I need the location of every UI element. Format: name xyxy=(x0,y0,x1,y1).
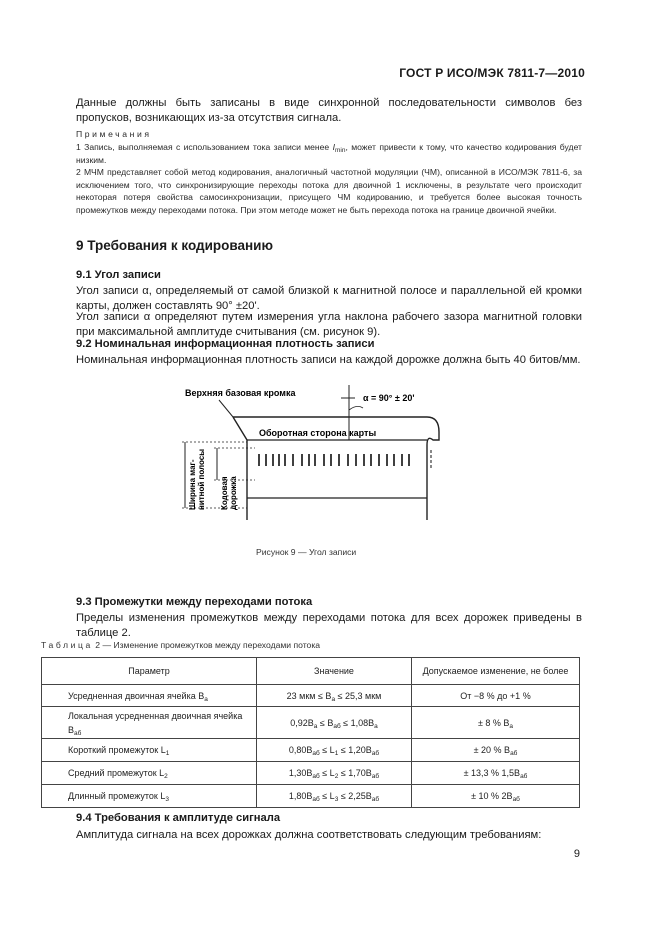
svg-text:нитной полосы: нитной полосы xyxy=(197,448,206,510)
intro-text: Данные должны быть записаны в виде синхронной последовательности символов без пропусков, возникающих из-за отсутствия сигнала. xyxy=(76,97,582,124)
section-9-3-heading: 9.3 Промежутки между переходами потока xyxy=(76,596,313,608)
flux-transitions xyxy=(259,454,409,466)
stripe-width-label xyxy=(188,449,206,510)
svg-text:Ширина маг-: Ширина маг- xyxy=(188,459,197,510)
table-row: Короткий промежуток $L_1$ $0,80B_{аб} \le L_1 \le 1,20B_{аб}$ ± 20 % $B_{аб}$ xyxy=(42,739,580,762)
table-header-row xyxy=(42,658,580,685)
intro-paragraph xyxy=(76,96,582,126)
figure-9-caption: Рисунок 9 — Угол записи xyxy=(256,547,357,557)
top-edge-leader xyxy=(219,400,233,417)
svg-text:дорожка: дорожка xyxy=(229,476,238,510)
section-9-2-heading: 9.2 Номинальная информационная плотность записи xyxy=(76,338,375,350)
note-1: 1 Запись, выполняемая с использованием тока записи менее $I_{min}$, может привести к тому, что качество кодирования будет низким. xyxy=(76,142,582,165)
table-row: Средний промежуток $L_2$ $1,30B_{аб} \le L_2 \le 1,70B_{аб}$ ± 13,3 % $1,5B_{аб}$ xyxy=(42,762,580,785)
notes-title: Примечания xyxy=(76,129,152,139)
note-2: 2 МЧМ представляет собой метод кодирования, аналогичный частотной модуляции (ЧМ), описанной в ИСО/МЭК 7811-6, за исключением того, что синхронизирующие переходы потока для двоичной 1 исключены, в результате чего происходит некоторая потеря свойства самосинхронизации, присущего ЧМ кодированию, и требуется более высокая точность промежутков между переходами потока. При этом методе может не быть перехода потока на границе двоичной ячейки. xyxy=(76,167,582,215)
page-number: 9 xyxy=(573,848,580,860)
header-value: Значение xyxy=(257,658,412,685)
svg-text:Кодовая: Кодовая xyxy=(220,476,229,510)
table-row: Усредненная двоичная ячейка $B_a$ 23 мкм ≤ $B_a \le 25,3$ мкм От −8 % до +1 % xyxy=(42,685,580,707)
section-9-3-para: Пределы изменения промежутков между переходами потока для всех дорожек приведены в таблице 2. xyxy=(76,612,582,639)
section-9-1-para-2: Угол записи α определяют путем измерения угла наклона рабочего зазора магнитной головки при максимальной амплитуде считывания (см. рисунок 9). xyxy=(76,311,582,338)
angle-label: α = 90° ± 20' xyxy=(363,393,415,403)
standard-header: ГОСТ Р ИСО/МЭК 7811-7—2010 xyxy=(399,66,585,80)
header-tolerance: Допускаемое изменение, не более xyxy=(412,658,580,685)
section-9-2-para: Номинальная информационная плотность записи на каждой дорожке должна быть 40 битов/мм. xyxy=(76,354,581,366)
top-edge-label: Верхняя базовая кромка xyxy=(185,388,296,398)
header-parameter: Параметр xyxy=(42,658,257,685)
table-2 xyxy=(41,657,580,808)
angle-arc xyxy=(349,406,363,410)
figure-9-diagram xyxy=(175,380,450,520)
back-side-label: Оборотная сторона карты xyxy=(259,428,377,438)
section-9-4-heading: 9.4 Требования к амплитуде сигнала xyxy=(76,812,281,824)
track-label xyxy=(220,476,238,510)
section-9-4-para: Амплитуда сигнала на всех дорожках должна соответствовать следующим требованиям: xyxy=(76,829,542,841)
table-row: Длинный промежуток $L_3$ $1,80B_{аб} \le L_3 \le 2,25B_{аб}$ ± 10 % $2B_{аб}$ xyxy=(42,785,580,808)
table-2-caption: Таблица 2 — Изменение промежутков между переходами потока xyxy=(41,640,321,650)
section-9-1-heading: 9.1 Угол записи xyxy=(76,269,161,281)
section-9-heading: 9 Требования к кодированию xyxy=(76,238,273,253)
table-row: Локальная усредненная двоичная ячейка $B_{аб}$ $0,92B_a \le B_{аб} \le 1,08B_a$ ± 8 % $B_a$ xyxy=(42,707,580,739)
section-9-1-para-1: Угол записи α, определяемый от самой близкой к магнитной полосе и параллельной ей кромки карты, должен составлять 90° ±20'. xyxy=(76,285,582,312)
